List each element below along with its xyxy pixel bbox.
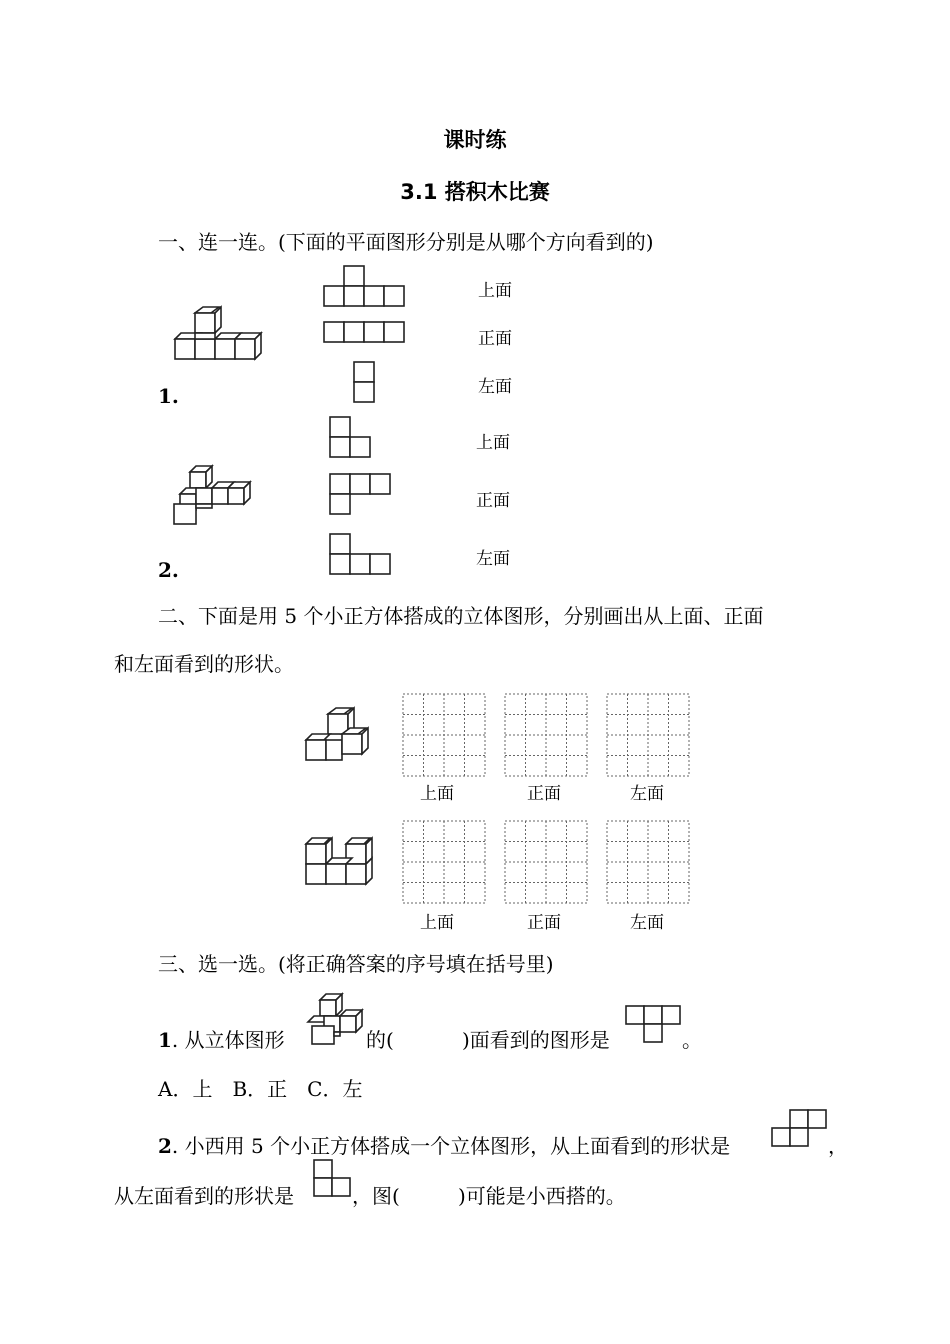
q2-view-shape-2	[328, 472, 396, 520]
s3-q2-left-view-shape	[312, 1158, 354, 1202]
s3-q1-line	[158, 1024, 285, 1053]
q2-label-top: 上面	[476, 433, 510, 453]
s3-q2-line2a: 从左面看到的形状是	[114, 1184, 294, 1208]
q2-view-shape-1	[328, 415, 376, 461]
q2-number: 2.	[158, 558, 179, 582]
section2-grid-front-2[interactable]	[504, 820, 590, 906]
s3-q1-post: )面看到的图形是	[462, 1028, 610, 1052]
s3-q1-view-shape	[624, 1004, 684, 1048]
s3-q2-number: 2	[158, 1134, 172, 1158]
q1-view-shape-1	[322, 264, 410, 308]
section2-grid-label-front-2: 正面	[527, 913, 561, 933]
section2-grid-label-left-2: 左面	[630, 913, 664, 933]
section2-solid-figure-1	[302, 702, 382, 766]
section1-heading: 一、连一连。(下面的平面图形分别是从哪个方向看到的)	[158, 230, 654, 254]
q1-label-top: 上面	[478, 281, 512, 301]
page-title: 课时练	[443, 128, 507, 152]
section2-grid-left-1[interactable]	[606, 693, 692, 779]
q1-number: 1.	[158, 384, 179, 408]
section2-grid-label-top-1: 上面	[420, 784, 454, 804]
s3-q1-options: A．上 B．正 C．左	[158, 1077, 363, 1101]
section2-grid-label-front-1: 正面	[527, 784, 561, 804]
section2-grid-left-2[interactable]	[606, 820, 692, 906]
section2-heading-line1: 二、下面是用 5 个小正方体搭成的立体图形，分别画出从上面、正面	[158, 604, 764, 628]
q2-solid-figure	[170, 462, 260, 528]
s3-q1-solid-figure	[298, 990, 368, 1048]
page-subtitle: 3.1 搭积木比赛	[400, 180, 550, 204]
q1-view-shape-3	[352, 360, 378, 406]
s3-q2-line1-text: . 小西用 5 个小正方体搭成一个立体图形，从上面看到的形状是	[171, 1134, 731, 1158]
s3-q2-answer-blank[interactable]	[404, 1180, 458, 1204]
section2-grid-label-left-1: 左面	[630, 784, 664, 804]
section2-grid-top-1[interactable]	[402, 693, 488, 779]
s3-q1-answer-blank[interactable]	[396, 1024, 462, 1048]
section2-grid-top-2[interactable]	[402, 820, 488, 906]
s3-q1-mid: 的(	[366, 1028, 394, 1052]
q1-label-front: 正面	[478, 329, 512, 349]
q1-label-left: 左面	[478, 377, 512, 397]
s3-q2-comma: ，	[828, 1134, 848, 1158]
q1-view-shape-2	[322, 320, 410, 346]
s3-q2-top-view-shape	[770, 1108, 830, 1152]
section2-solid-figure-2	[302, 832, 382, 890]
s3-q2-line2b: ，图(	[352, 1184, 400, 1208]
q1-solid-figure	[170, 305, 270, 363]
q2-view-shape-3	[328, 532, 396, 578]
section2-heading-line2: 和左面看到的形状。	[114, 652, 294, 676]
s3-q2-line2c: )可能是小西搭的。	[458, 1184, 626, 1208]
section2-grid-label-top-2: 上面	[420, 913, 454, 933]
section2-grid-front-1[interactable]	[504, 693, 590, 779]
section3-heading: 三、选一选。(将正确答案的序号填在括号里)	[158, 952, 554, 976]
s3-q1-pre: . 从立体图形	[171, 1028, 285, 1052]
q2-label-front: 正面	[476, 491, 510, 511]
s3-q1-end: 。	[682, 1028, 702, 1052]
s3-q1-number: 1	[158, 1028, 172, 1052]
q2-label-left: 左面	[476, 549, 510, 569]
s3-q2-line1	[158, 1130, 730, 1159]
